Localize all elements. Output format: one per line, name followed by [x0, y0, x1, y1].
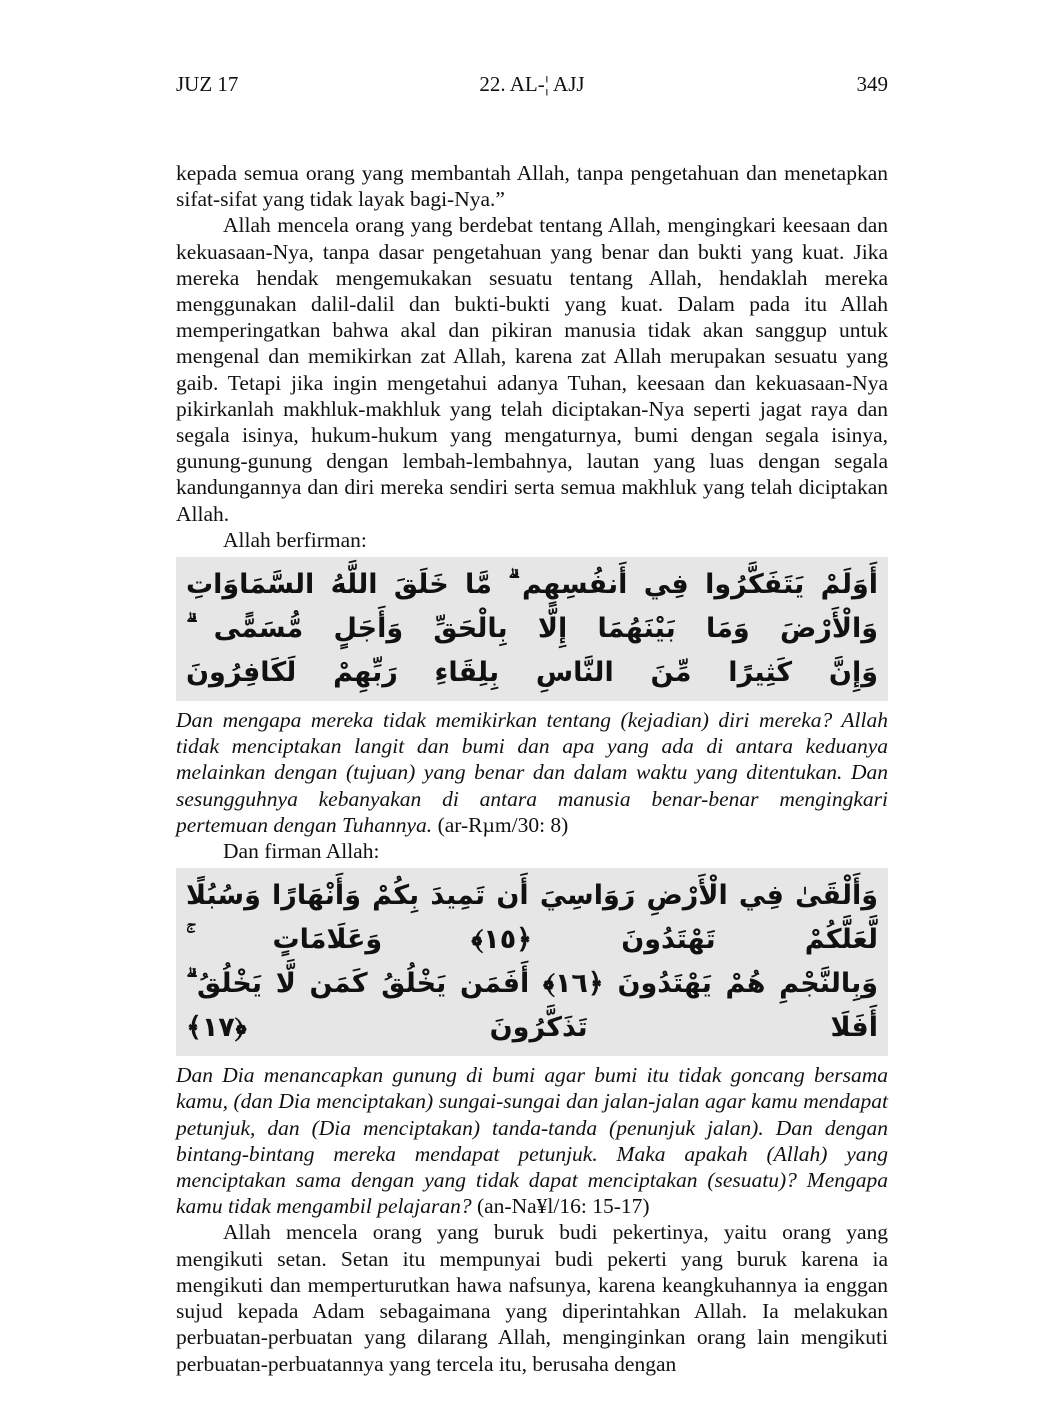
running-header — [176, 72, 888, 102]
arabic-verse-line: وَبِالنَّجْمِ هُمْ يَهْتَدُونَ ﴿١٦﴾ أَفَمَن يَخْلُقُ كَمَن لَّا يَخْلُقُ ۗ أَفَلَا تَذَكَّرُونَ ﴿١٧﴾ — [186, 968, 878, 1044]
arabic-verse-line: وَإِنَّ كَثِيرًا مِّنَ النَّاسِ بِلِقَاءِ رَبِّهِمْ لَكَافِرُونَ — [186, 657, 878, 689]
arabic-verse-line: وَأَلْقَىٰ فِي الْأَرْضِ رَوَاسِيَ أَن تَمِيدَ بِكُمْ وَأَنْهَارًا وَسُبُلًا لَّعَلَّكُمْ تَهْتَدُونَ ﴿١٥﴾ وَعَلَامَاتٍ ۚ — [186, 880, 878, 956]
verse-translation-2 — [176, 1062, 888, 1219]
verse-reference: (an-Na¥l/16: 15-17) — [476, 1194, 650, 1219]
paragraph-commentary: Allah mencela orang yang buruk budi pekertinya, yaitu orang yang mengikuti setan. Setan itu mempunyai budi pekerti yang buruk karena ia mengikuti dan memperturutkan hawa nafsunya, karena keangkuhannya ia enggan sujud kepada Adam sebagaimana yang diperintahkan Allah. Ia melakukan perbuatan-perbuatan yang dilarang Allah, menginginkan orang lain mengikuti perbuatan-perbuatannya yang tercela itu, berusaha dengan — [176, 1220, 888, 1376]
surah-title: 22. AL-¦ AJJ — [479, 72, 585, 96]
arabic-verse-block-2 — [176, 868, 888, 1056]
paragraph-explanation: Allah mencela orang yang berdebat tentang Allah, mengingkari keesaan dan kekuasaan-Nya, tanpa dasar pengetahuan yang benar dan bukti yang kuat. Jika mereka hendak mengemukakan sesuatu tentang Allah, hendaklah mereka menggunakan dalil-dalil dan bukti-bukti yang kuat. Dalam pada itu Allah memperingatkan bahwa akal dan pikiran manusia tidak akan sanggup untuk mengenal dan memikirkan zat Allah, karena zat Allah merupakan sesuatu yang gaib. Tetapi jika ingin mengetahui adanya Tuhan, keesaan dan kekuasaan-Nya pikirkanlah makhluk-makhluk yang telah diciptakan-Nya seperti jagat raya dan segala isinya, hukum-hukum yang mengaturnya, bumi dengan segala isinya, gunung-gunung dengan lembah-lembahnya, lautan yang luas dengan segala kandungannya dan diri mereka sendiri serta semua makhluk yang telah diciptakan Allah. — [176, 213, 888, 526]
arabic-verse-block-1 — [176, 557, 888, 701]
translation-text: Dan mengapa mereka tidak memikirkan tentang (kejadian) diri mereka? Allah tidak menciptakan langit dan bumi dan apa yang ada di antara keduanya melainkan dengan (tujuan) yang benar dan dalam waktu yang ditentukan. Dan sesungguhnya kebanyakan di antara manusia benar-benar mengingkari pertemuan dengan Tuhannya. — [176, 708, 888, 837]
paragraph-continuation: kepada semua orang yang membantah Allah, tanpa pengetahuan dan menetapkan sifat-sifat yang tidak layak bagi-Nya.” — [176, 161, 888, 212]
verse-translation-1 — [176, 707, 888, 838]
paragraph-intro-verse-2: Dan firman Allah: — [223, 839, 380, 864]
page-number: 349 — [856, 72, 888, 96]
arabic-verse-line: أَوَلَمْ يَتَفَكَّرُوا فِي أَنفُسِهِم ۗ مَّا خَلَقَ اللَّهُ السَّمَاوَاتِ وَالْأَرْضَ وَمَا بَيْنَهُمَا إِلَّا بِالْحَقِّ وَأَجَلٍ مُّسَمًّى ۗ — [186, 569, 878, 645]
translation-text: Dan Dia menancapkan gunung di bumi agar bumi itu tidak goncang bersama kamu, (dan Dia menciptakan) sungai-sungai dan jalan-jalan agar kamu mendapat petunjuk, dan (Dia menciptakan) tanda-tanda (penunjuk jalan). Dan dengan bintang-bintang mereka mendapat petunjuk. Maka apakah (Allah) yang menciptakan sama dengan yang tidak dapat menciptakan (sesuatu)? Mengapa kamu tidak mengambil pelajaran? — [176, 1063, 888, 1219]
page-body — [176, 160, 888, 1377]
juz-label: JUZ 17 — [176, 72, 239, 96]
verse-reference: (ar-Rµm/30: 8) — [437, 812, 569, 837]
paragraph-intro-verse-1: Allah berfirman: — [223, 527, 367, 552]
